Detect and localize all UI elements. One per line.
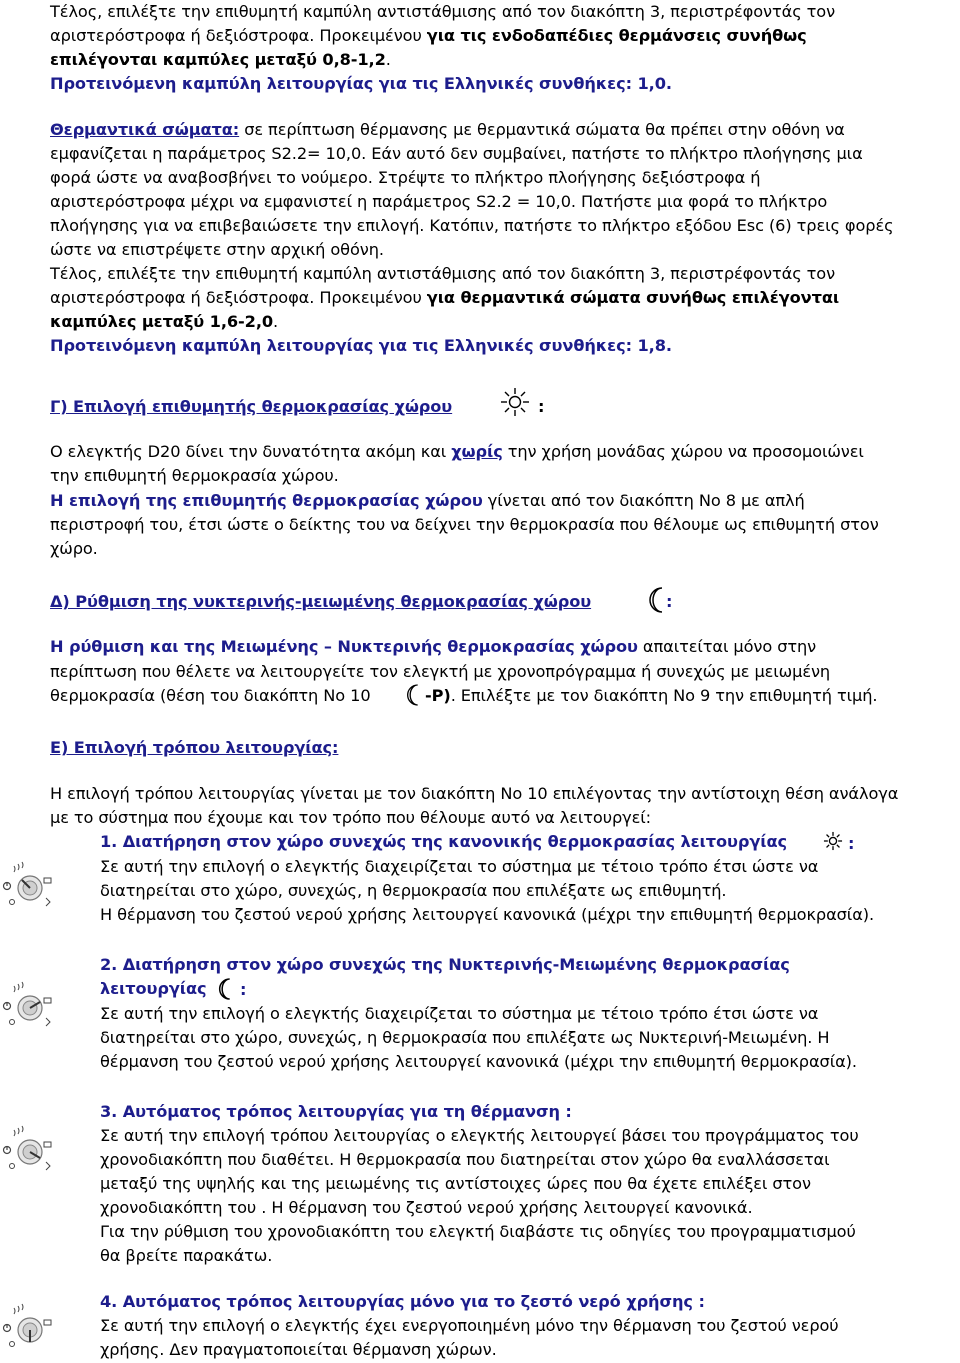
text-span: αριστερόστροφα ή δεξιόστροφα. Προκειμένου: [50, 26, 427, 45]
text-line: θέρμανση του ζεστού νερού χρήσης λειτουργεί κανονικά (μέχρι την επιθυμητή θερμοκρασία).: [100, 1052, 857, 1071]
text-line: χώρο.: [50, 539, 98, 558]
text-line: Σε αυτή την επιλογή ο ελεγκτής διαχειρίζεται το σύστημα με τέτοιο τρόπο έτσι ώστε να: [100, 1004, 819, 1023]
sun-icon: [498, 385, 532, 419]
text-span: απαιτείται μόνο στην: [637, 637, 817, 656]
text-line: Σε αυτή την επιλογή ο ελεγκτής διαχειρίζεται το σύστημα με τέτοιο τρόπο έτσι ώστε να: [100, 857, 819, 876]
text-span: γίνεται από τον διακόπτη Νο 8 με απλή: [482, 491, 805, 510]
mode-knob-icon: [0, 858, 56, 914]
text-line: Σε αυτή την επιλογή ο ελεγκτής έχει ενεργοποιημένη μόνο την θέρμανση του ζεστού νερού: [100, 1316, 839, 1335]
bold-span: -Ρ): [425, 686, 451, 705]
radiators-heading: Θερμαντικά σώματα:: [50, 120, 240, 139]
text-span: .: [385, 50, 391, 69]
text-span: . Επιλέξτε με τον διακόπτη Νο 9 την επιθυμητή τιμή.: [450, 686, 878, 705]
mode-4-title: 4. Αυτόματος τρόπος λειτουργίας μόνο για το ζεστό νερό χρήσης :: [100, 1292, 705, 1311]
text-line: χρονοδιακόπτη του . Η θέρμανση του ζεστού νερού χρήσης λειτουργεί κανονικά.: [100, 1198, 753, 1217]
text-line: Για την ρύθμιση του χρονοδιακόπτη του ελεγκτή διαβάστε τις οδηγίες του προγραμματισμού: [100, 1222, 856, 1241]
text-span: .: [273, 312, 279, 331]
sun-icon: [822, 830, 844, 852]
text-line: [50, 684, 371, 708]
recommendation-line: Προτεινόμενη καμπύλη λειτουργίας για τις Ελληνικές συνθήκες: 1,0.: [50, 74, 672, 93]
text-line: φορά ώστε να αναβοσβήνει το νούμερο. Στρέψτε το πλήκτρο πλοήγησης δεξιόστροφα ή: [50, 168, 761, 187]
text-line: εμφανίζεται η παράμετρος S2.2= 10,0. Εάν αυτό δεν συμβαίνει, πατήστε το πλήκτρο πλοήγησης μια: [50, 144, 863, 163]
text-line: [50, 635, 816, 659]
text-line: θα βρείτε παρακάτω.: [100, 1246, 273, 1265]
bold-span: για θερμαντικά σώματα συνήθως επιλέγονται: [426, 288, 840, 307]
recommendation-line: Προτεινόμενη καμπύλη λειτουργίας για τις Ελληνικές συνθήκες: 1,8.: [50, 336, 672, 355]
colon: :: [240, 980, 247, 999]
text-line: [50, 24, 807, 48]
moon-icon: [218, 976, 238, 1002]
mode-knob-icon: [0, 978, 56, 1034]
text-span: Ο ελεγκτής D20 δίνει την δυνατότητα ακόμη και: [50, 442, 452, 461]
text-line: πλοήγησης για να επιβεβαιώσετε την επιλογή. Κατόπιν, πατήστε το πλήκτρο εξόδου Esc (6) τρεις φορές: [50, 216, 894, 235]
text-line: αριστερόστροφα μέχρι να εμφανιστεί η παράμετρος S2.2 = 10,0. Πατήστε μια φορά το πλήκτρο: [50, 192, 828, 211]
text-line: [50, 118, 845, 142]
text-line: χρονοδιακόπτη που διαθέτει. Η θερμοκρασία που διατηρείται στον χώρο θα εναλλάσσεται: [100, 1150, 830, 1169]
colon: :: [666, 592, 673, 611]
text-line: Η επιλογή τρόπου λειτουργίας γίνεται με τον διακόπτη Νο 10 επιλέγοντας την αντίστοιχη θέση ανάλογα: [50, 784, 899, 803]
moon-icon: [406, 682, 426, 708]
text-line: ώστε να επιστρέψετε στην αρχική οθόνη.: [50, 240, 384, 259]
text-line: [50, 286, 839, 310]
text-line: Η θέρμανση του ζεστού νερού χρήσης λειτουργεί κανονικά (μέχρι την επιθυμητή θερμοκρασία).: [100, 905, 875, 924]
mode-knob-icon: [0, 1122, 56, 1178]
text-line: Τέλος, επιλέξτε την επιθυμητή καμπύλη αντιστάθμισης από τον διακόπτη 3, περιστρέφοντάς τον: [50, 264, 836, 283]
text-line: Σε αυτή την επιλογή τρόπου λειτουργίας ο ελεγκτής λειτουργεί βάσει του προγράμματος του: [100, 1126, 859, 1145]
colon: :: [538, 397, 545, 416]
text-span: θερμοκρασία (θέση του διακόπτη Νο 10: [50, 686, 371, 705]
text-line: [50, 310, 278, 334]
bold-span: Η επιλογή της επιθυμητής θερμοκρασίας χώρου: [50, 491, 483, 510]
bold-span: καμπύλες μεταξύ 1,6-2,0: [50, 312, 274, 331]
mode-1-title: 1. Διατήρηση στον χώρο συνεχώς της κανονικής θερμοκρασίας λειτουργίας: [100, 832, 787, 851]
mode-knob-icon: [0, 1300, 56, 1356]
text-line: [50, 48, 391, 72]
text-line: περιστροφή του, έτσι ώστε ο δείκτης του να δείχνει την θερμοκρασία που θέλουμε ως επιθυμητή στον: [50, 515, 879, 534]
text-line: Τέλος, επιλέξτε την επιθυμητή καμπύλη αντιστάθμισης από τον διακόπτη 3, περιστρέφοντάς τον: [50, 2, 836, 21]
text-span: σε περίπτωση θέρμανσης με θερμαντικά σώματα θα πρέπει στην οθόνη να: [239, 120, 845, 139]
text-line: μεταξύ της υψηλής και της μειωμένης τις αντίστοιχες ώρες που θα έχετε επιλέξει στον: [100, 1174, 811, 1193]
bold-span: Η ρύθμιση και της Μειωμένης – Νυκτερινής θερμοκρασίας χώρου: [50, 637, 638, 656]
mode-3-title: 3. Αυτόματος τρόπος λειτουργίας για τη θέρμανση :: [100, 1102, 572, 1121]
section-e-heading: Ε) Επιλογή τρόπου λειτουργίας:: [50, 738, 339, 757]
emphasis-span: χωρίς: [451, 442, 503, 461]
text-line: περίπτωση που θέλετε να λειτουργείτε τον ελεγκτή με χρονοπρόγραμμα ή συνεχώς με μειωμένη: [50, 662, 831, 681]
text-span: αριστερόστροφα ή δεξιόστροφα. Προκειμένου: [50, 288, 427, 307]
text-line: [50, 440, 864, 464]
text-line: [425, 684, 877, 708]
text-line: χρήσης. Δεν πραγματοποιείται θέρμανση χώρων.: [100, 1340, 497, 1359]
section-g-heading: Γ) Επιλογή επιθυμητής θερμοκρασίας χώρου: [50, 397, 453, 416]
text-span: την χρήση μονάδας χώρου να προσομοιώνει: [502, 442, 864, 461]
mode-2-title: 2. Διατήρηση στον χώρο συνεχώς της Νυκτερινής-Μειωμένης θερμοκρασίας: [100, 955, 790, 974]
text-line: διατηρείται στο χώρο, συνεχώς, η θερμοκρασία που επιλέξατε ως επιθυμητή.: [100, 881, 727, 900]
text-line: την επιθυμητή θερμοκρασία χώρου.: [50, 466, 339, 485]
text-line: [50, 489, 805, 513]
bold-span: επιλέγονται καμπύλες μεταξύ 0,8-1,2: [50, 50, 386, 69]
text-line: με το σύστημα που έχουμε και τον τρόπο που θέλουμε αυτό να λειτουργεί:: [50, 808, 652, 827]
text-line: διατηρείται στο χώρο, συνεχώς, η θερμοκρασία που επιλέξατε ως Νυκτερινή-Μειωμένη. Η: [100, 1028, 830, 1047]
section-d-heading: Δ) Ρύθμιση της νυκτερινής-μειωμένης θερμοκρασίας χώρου: [50, 592, 592, 611]
mode-2-title: λειτουργίας: [100, 979, 207, 998]
colon: :: [848, 834, 855, 853]
bold-span: για τις ενδοδαπέδιες θερμάνσεις συνήθως: [426, 26, 807, 45]
